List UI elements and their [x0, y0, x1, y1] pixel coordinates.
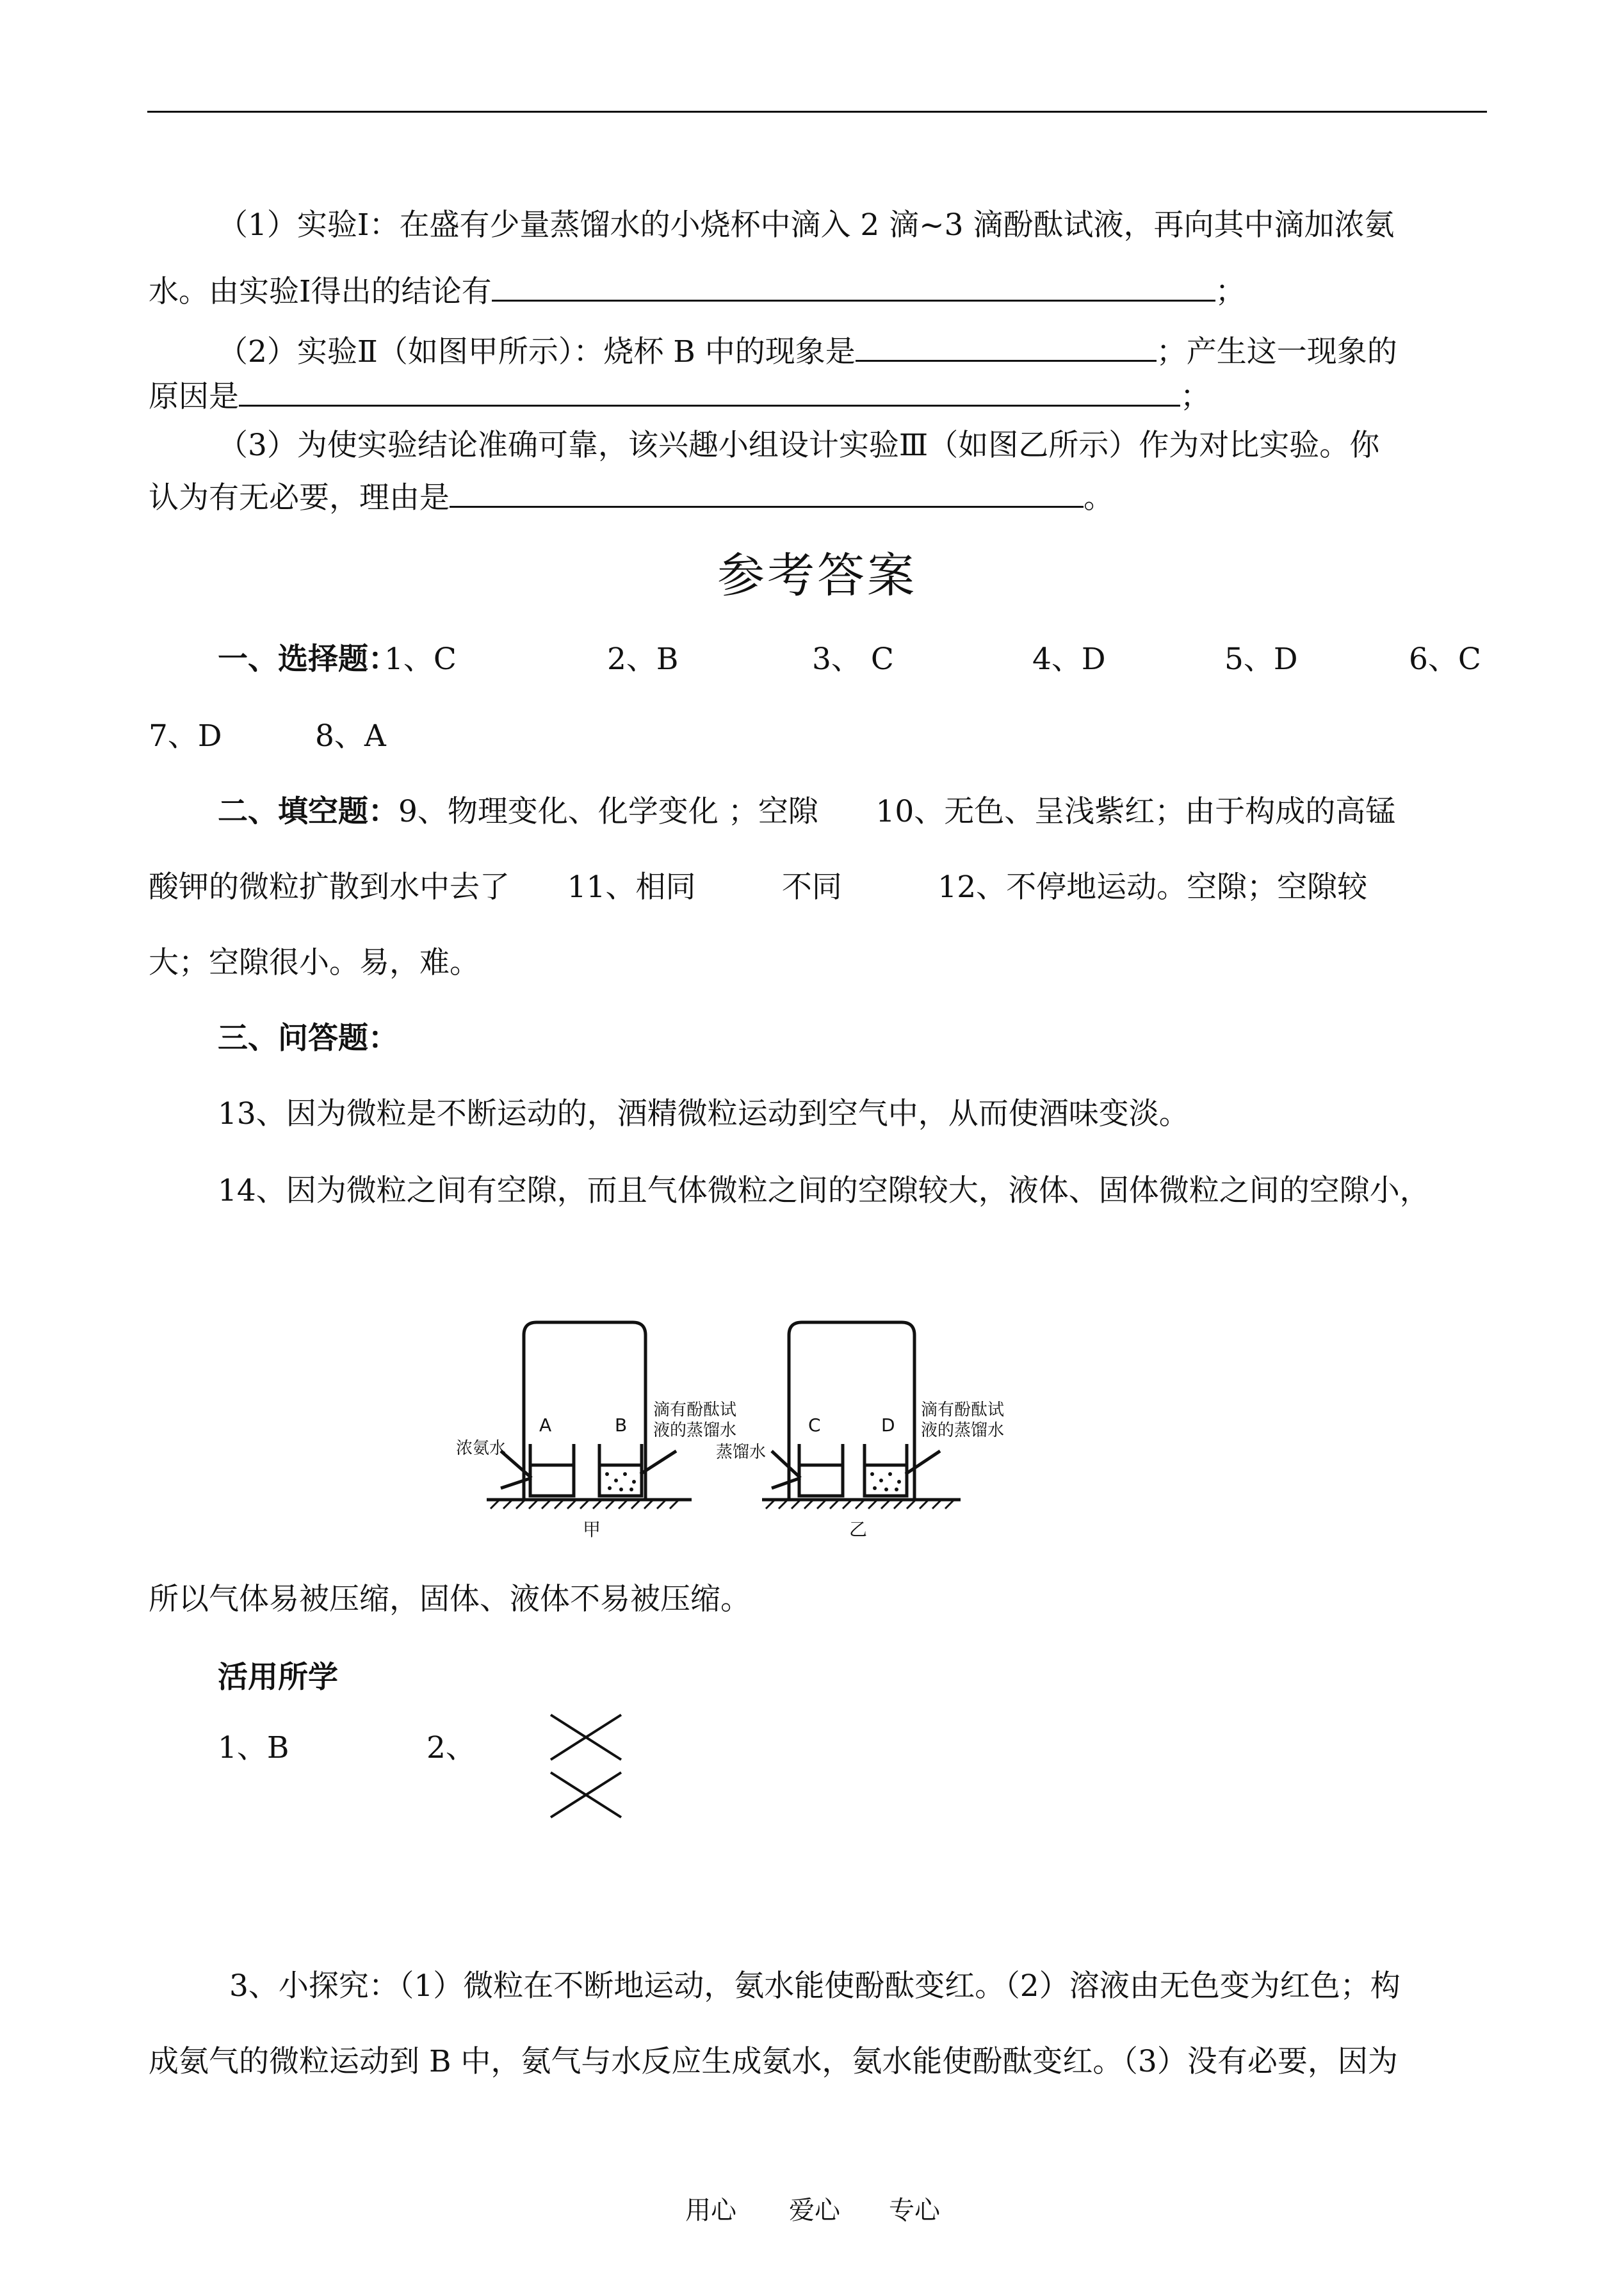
choice-answer: 2、B: [607, 642, 679, 677]
label-nongan: 浓氨水: [456, 1439, 507, 1458]
section4-heading: 活用所学: [218, 1660, 338, 1695]
choice-answer: 6、C: [1409, 642, 1481, 677]
bell-jar-yi: [789, 1322, 914, 1500]
q1-line2-prefix: 水。由实验Ⅰ得出的结论有: [149, 274, 492, 309]
label-phenol-1a: 滴有酚酞试: [653, 1400, 737, 1420]
answer-3-line2: 成氨气的微粒运动到 B 中，氨气与水反应生成氨水，氨水能使酚酞变红。（3）没有必要，因为: [149, 2044, 1398, 2079]
label-phenol-1b: 液的蒸馏水: [653, 1421, 737, 1440]
q3-line2-prefix: 认为有无必要，理由是: [149, 480, 450, 515]
q1-line1: （1）实验Ⅰ：在盛有少量蒸馏水的小烧杯中滴入 2 滴~3 滴酚酞试液，再向其中滴加浓氨: [218, 207, 1395, 243]
answer-14-line1: 14、因为微粒之间有空隙，而且气体微粒之间的空隙较大，液体、固体微粒之间的空隙小，: [218, 1173, 1430, 1208]
q2-line1-prefix: （2）实验Ⅱ（如图甲所示）：烧杯 B 中的现象是: [218, 334, 856, 369]
q2-line1-suffix: ；产生这一现象的: [1156, 334, 1397, 369]
q2-line2: [149, 377, 1210, 416]
choice-answer: 7、D: [149, 718, 222, 754]
choice-answer: 4、D: [1032, 642, 1106, 677]
answer-13: 13、因为微粒是不断运动的，酒精微粒运动到空气中，从而使酒味变淡。: [218, 1096, 1189, 1131]
label-d: D: [881, 1415, 895, 1436]
answer-3-line1: 3、小探究：（1）微粒在不断地运动，氨水能使酚酞变红。（2）溶液由无色变为红色；构: [229, 1968, 1401, 2004]
section2-line2: 酸钾的微粒扩散到水中去了 11、相同 不同 12、不停地运动。空隙；空隙较: [149, 870, 1368, 905]
choice-answer: 5、D: [1224, 642, 1298, 677]
footer-item: 专心: [889, 2196, 940, 2225]
section1-row1: [218, 640, 398, 679]
cross-lines-diagram: [544, 1708, 634, 1830]
section2-line3: 大；空隙很小。易，难。: [149, 945, 480, 980]
answer-blank: [492, 272, 1215, 302]
q1-line2: [149, 272, 1246, 311]
answer-blank: [450, 478, 1084, 508]
section2-heading: 二、填空题：: [218, 794, 398, 829]
q1-line2-suffix: ；: [1215, 274, 1246, 309]
choice-answer: 8、A: [315, 718, 386, 754]
answer-apply-2: 2、: [426, 1730, 476, 1765]
label-zhengliu: 蒸馏水: [716, 1443, 767, 1462]
label-phenol-2b: 液的蒸馏水: [921, 1421, 1005, 1440]
beaker-a: [530, 1444, 574, 1496]
choice-answer: 3、 C: [812, 642, 894, 677]
label-b: B: [615, 1415, 628, 1436]
experiment-figure: [448, 1306, 1025, 1550]
q3-line2: [149, 478, 1114, 517]
answer-apply-1: 1、B: [218, 1730, 289, 1765]
beaker-c: [799, 1444, 843, 1496]
q2-line1: [218, 332, 1397, 371]
label-c: C: [808, 1415, 821, 1436]
answers-title: 参考答案: [717, 548, 917, 603]
q2-line2-suffix: ；: [1180, 379, 1210, 414]
choice-answer: 1、C: [384, 642, 457, 677]
section1-heading: 一、选择题：: [218, 642, 398, 677]
bell-jar-jia: [524, 1322, 646, 1500]
q2-line2-prefix: 原因是: [149, 379, 239, 414]
answer-blank: [856, 332, 1157, 362]
section3-heading: 三、问答题：: [218, 1021, 398, 1056]
answer-blank: [239, 377, 1180, 407]
label-a: A: [539, 1415, 552, 1436]
label-phenol-2a: 滴有酚酞试: [921, 1400, 1005, 1420]
footer-item: 用心: [685, 2196, 736, 2225]
section2-line1: [218, 793, 1395, 831]
label-jia: 甲: [583, 1519, 601, 1540]
label-yi: 乙: [849, 1519, 868, 1540]
q3-line2-suffix: 。: [1084, 480, 1114, 515]
q3-line1: （3）为使实验结论准确可靠，该兴趣小组设计实验Ⅲ（如图乙所示）作为对比实验。你: [218, 428, 1380, 463]
footer-item: 爱心: [789, 2196, 840, 2225]
section2-text: 9、物理变化、化学变化 ；空隙 10、无色、呈浅紫红；由于构成的高锰: [398, 794, 1396, 829]
header-rule: [147, 111, 1487, 113]
answer-14-line2: 所以气体易被压缩，固体、液体不易被压缩。: [149, 1582, 751, 1617]
